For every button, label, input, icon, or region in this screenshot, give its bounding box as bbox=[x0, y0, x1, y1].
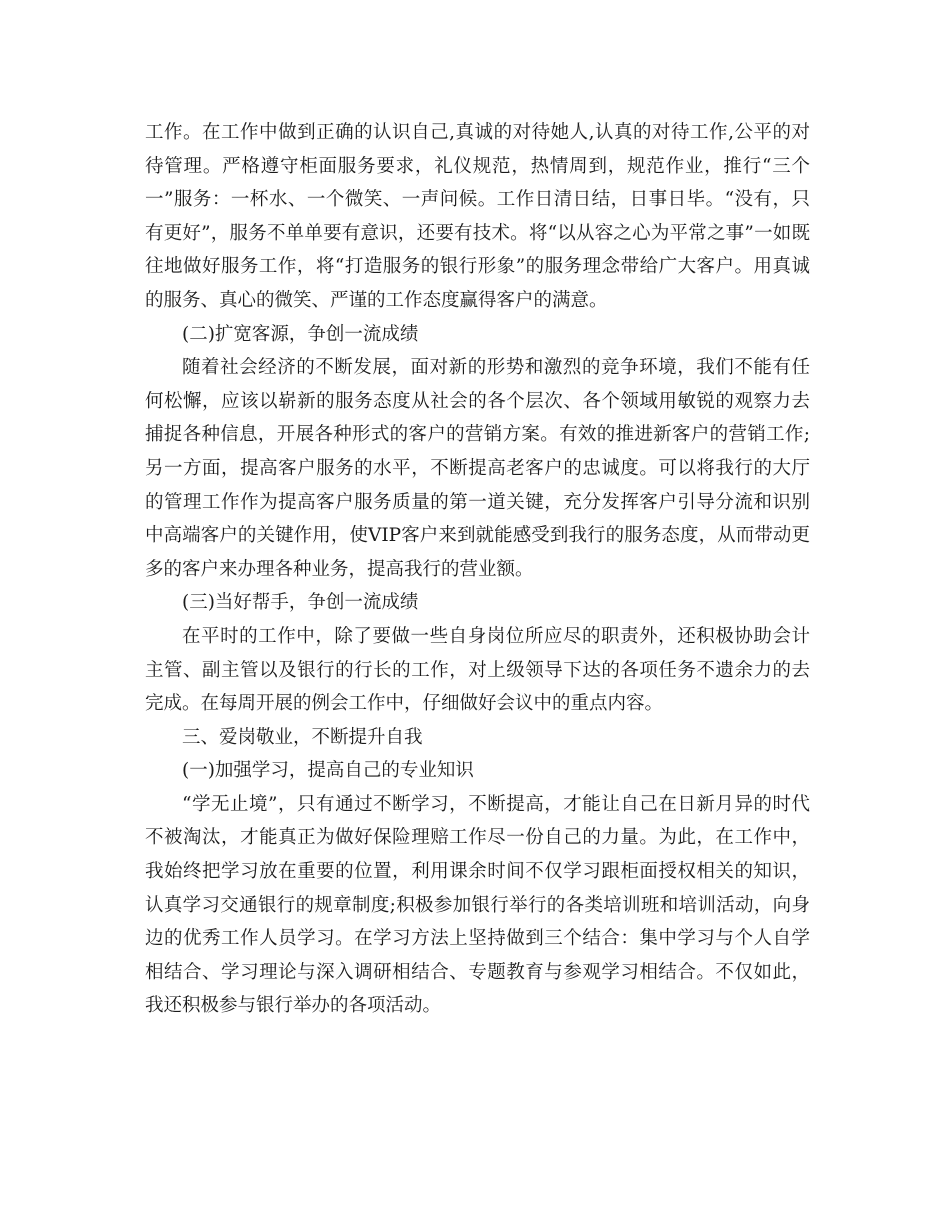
heading-expand-customers: (二)扩宽客源，争创一流成绩 bbox=[182, 323, 419, 345]
paragraph-expand-customers: 随着社会经济的不断发展，面对新的形势和激烈的竞争环境，我们不能有任何松懈，应该以崭新的服务态度从社会的各个层次、各个领域用敏锐的观察力去捕捉各种信息，开展各种形式的客户的营销方案。有效的推进新客户的营销工作;另一方面，提高客户服务的水平，不断提高老客户的忠诚度。可以将我行的大厅的管理工作作为提高客户服务质量的第一道关键，充分发挥客户引导分流和识别中高端客户的关键作用，使VIP客户来到就能感受到我行的服务态度，从而带动更多的客户来办理各种业务，提高我行的营业额。 bbox=[145, 357, 810, 580]
document-body bbox=[145, 116, 810, 1023]
paragraph-strengthen-learning: “学无止境”，只有通过不断学习，不断提高，才能让自己在日新月异的时代不被淘汰，才能真正为做好保险理赔工作尽一份自己的力量。为此，在工作中，我始终把学习放在重要的位置，利用课余时间不仅学习跟柜面授权相关的知识，认真学习交通银行的规章制度;积极参加银行举行的各类培训班和培训活动，向身边的优秀工作人员学习。在学习方法上坚持做到三个结合：集中学习与个人自学相结合、学习理论与深入调研相结合、专题教育与参观学习相结合。不仅如此，我还积极参与银行举办的各项活动。 bbox=[145, 793, 810, 1017]
heading-strengthen-learning: (一)加强学习，提高自己的专业知识 bbox=[182, 760, 474, 782]
heading-love-job: 三、爱岗敬业，不断提升自我 bbox=[182, 726, 423, 748]
heading-good-helper: (三)当好帮手，争创一流成绩 bbox=[182, 592, 419, 614]
paragraph-service-continuation: 工作。在工作中做到正确的认识自己,真诚的对待她人,认真的对待工作,公平的对待管理。严格遵守柜面服务要求，礼仪规范，热情周到，规范作业，推行“三个一”服务：一杯水、一个微笑、一声问候。工作日清日结，日事日毕。“没有，只有更好”，服务不单单要有意识，还要有技术。将“以从容之心为平常之事”一如既往地做好服务工作，将“打造服务的银行形象”的服务理念带给广大客户。用真诚的服务、真心的微笑、严谨的工作态度赢得客户的满意。 bbox=[145, 122, 810, 311]
paragraph-good-helper: 在平时的工作中，除了要做一些自身岗位所应尽的职责外，还积极协助会计主管、副主管以及银行的行长的工作，对上级领导下达的各项任务不遗余力的去完成。在每周开展的例会工作中，仔细做好会议中的重点内容。 bbox=[145, 625, 810, 715]
